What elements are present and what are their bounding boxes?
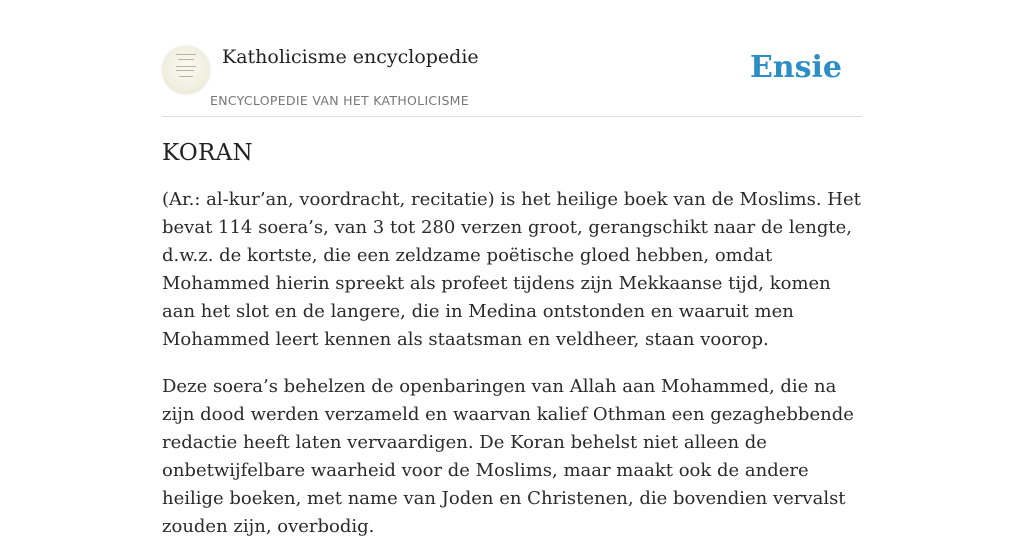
book-cover-icon[interactable] (162, 46, 210, 94)
article-paragraph: (Ar.: al-kur’an, voordracht, recitatie) is het heilige boek van de Moslims. Het bevat 114 soera’s, van 3 tot 280 verzen groot, gerangschikt naar de lengte, d.w.z. de kortste, die een zeldzame poëtische gloed hebben, omdat Mohammed hierin spreekt als profeet tijdens zijn Mekkaanse tijd, komen aan het slot en de langere, die in Medina ontstonden en waaruit men Mohammed leert kennen als staatsman en veldheer, staan voorop. (162, 189, 861, 350)
article-paragraph: Deze soera’s behelzen de openbaringen van Allah aan Mohammed, die na zijn dood werden verzameld en waarvan kalief Othman een gezaghebbende redactie heeft laten vervaardigen. De Koran behelst niet alleen de onbetwijfelbare waarheid voor de Moslims, maar maakt ook de andere heilige boeken, met name van Joden en Christenen, die bovendien vervalst zouden zijn, overbodig. (162, 376, 854, 537)
brand-logo[interactable]: Ensie (749, 50, 842, 85)
article (162, 140, 864, 560)
site-title[interactable]: Katholicisme encyclopedie (222, 46, 479, 68)
article-title: KORAN (162, 140, 253, 166)
site-subtitle: ENCYCLOPEDIE VAN HET KATHOLICISME (210, 93, 469, 108)
site-header (162, 40, 862, 117)
